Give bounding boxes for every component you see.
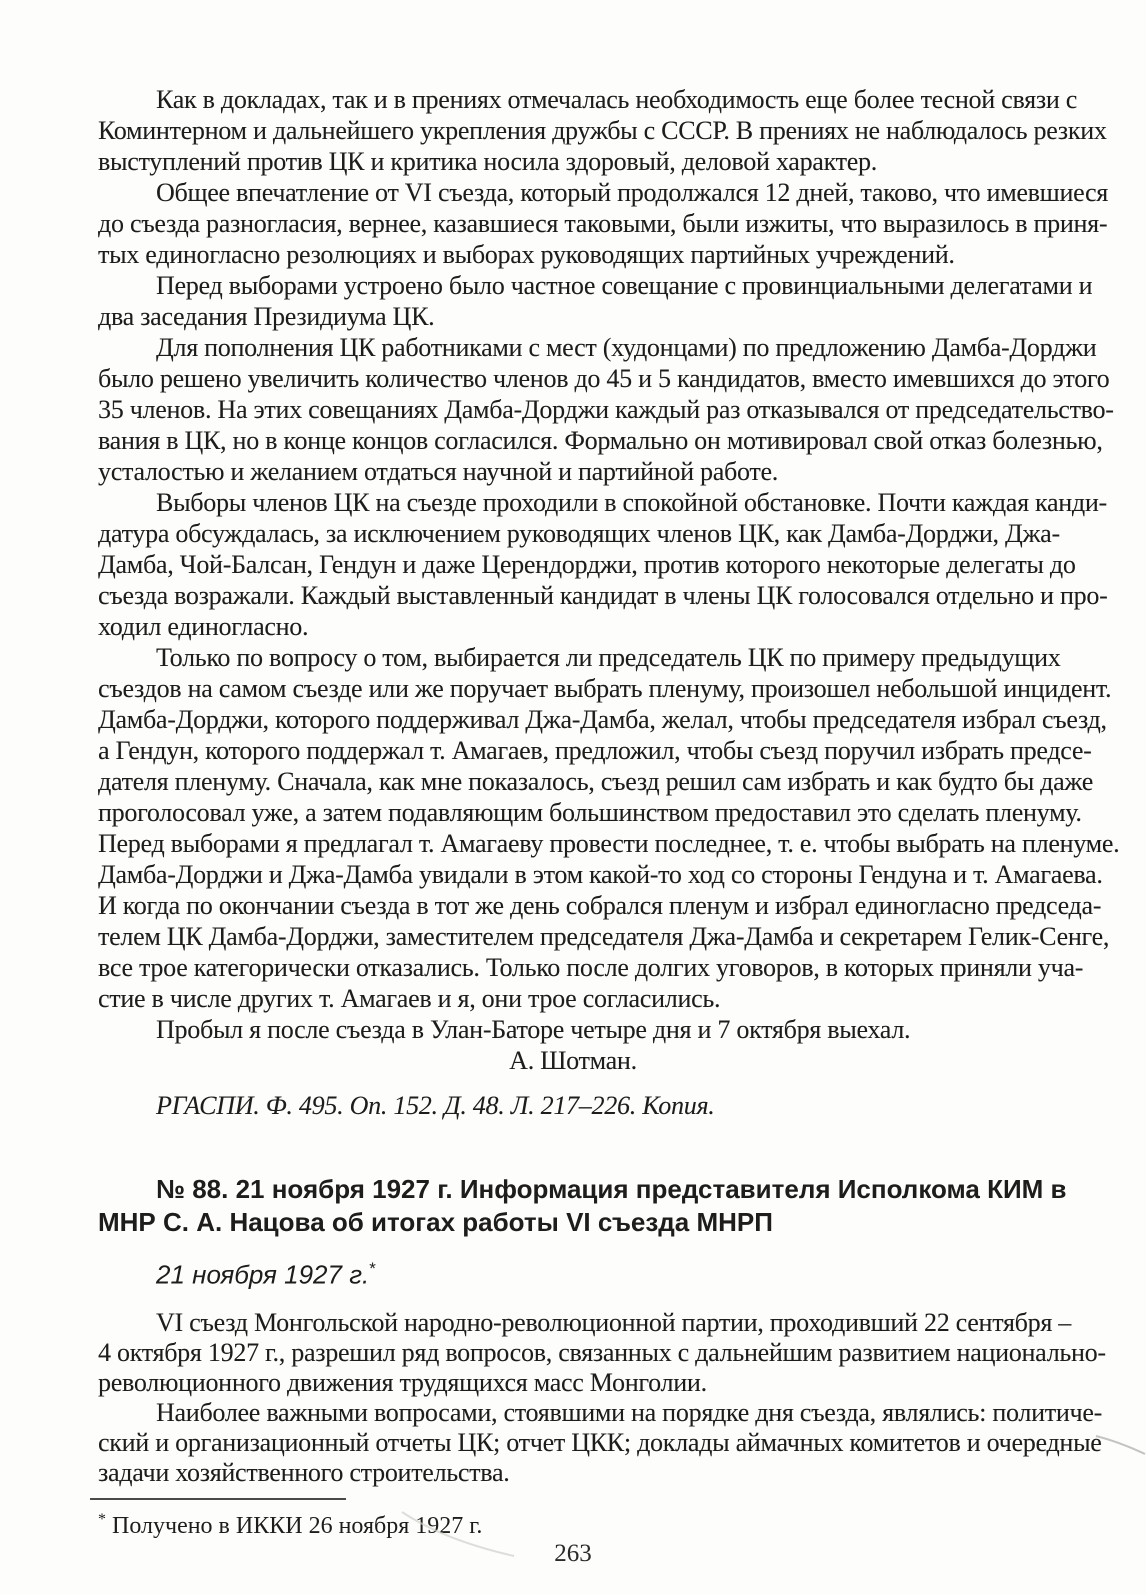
heading-line: МНР С. А. Нацова об итогах работы VI съезда МНРП — [98, 1207, 773, 1237]
text-line: 4 октября 1927 г., разрешил ряд вопросов, связанных с дальнейшим развитием национально- — [98, 1337, 1106, 1367]
text-line: Перед выборами я предлагал т. Амагаеву провести последнее, т. е. чтобы выбрать на пленуме. — [98, 829, 1120, 858]
document-date-line — [98, 1253, 1048, 1291]
text-line: было решено увеличить количество членов до 45 и 5 кандидатов, вместо имевшихся до этого — [98, 364, 1110, 393]
text-line: Для пополнения ЦК работниками с мест (худонцами) по предложению Дамба-Дорджи — [156, 333, 1097, 362]
text-line: Коминтерном и дальнейшего укрепления дружбы с СССР. В прениях не наблюдалось резких — [98, 116, 1107, 145]
text-line: Дамба-Дорджи, которого поддерживал Джа-Дамба, желал, чтобы председателя избрал съезд, — [98, 705, 1107, 734]
paragraph — [98, 332, 1114, 487]
archive-reference: РГАСПИ. Ф. 495. Оп. 152. Д. 48. Л. 217–226. Копия. — [156, 1091, 715, 1120]
text-line: Дамба, Чой-Балсан, Гендун и даже Церендорджи, против которого некоторые делегаты до — [98, 550, 1076, 579]
paragraph — [98, 487, 1108, 642]
text-line: Пробыл я после съезда в Улан-Баторе четыре дня и 7 октября выехал. — [156, 1015, 911, 1044]
text-line: усталостью и желанием отдаться научной и партийной работе. — [98, 457, 779, 486]
text-line: 35 членов. На этих совещаниях Дамба-Дорджи каждый раз отказывался от председательство- — [98, 395, 1114, 424]
paragraph — [98, 84, 1107, 177]
document-87-text — [98, 84, 1120, 1121]
page-number: 263 — [554, 1540, 592, 1567]
footnote-marker: * — [369, 1259, 376, 1278]
footnote-text: Получено в ИККИ 26 ноября 1927 г. — [112, 1512, 483, 1539]
text-line: дателя пленуму. Сначала, как мне показалось, съезд решил сам избрать и как будто бы даже — [98, 767, 1094, 796]
text-line: два заседания Президиума ЦК. — [98, 302, 435, 331]
footnote-separator-rule — [90, 1498, 346, 1500]
page-text-block — [98, 84, 1120, 1541]
text-line: все трое категорически отказались. Только после долгих уговоров, в которых приняли уча- — [98, 953, 1084, 982]
scan-smudge-right — [1096, 1436, 1145, 1454]
paragraph — [98, 177, 1109, 270]
paragraph — [98, 642, 1120, 1014]
text-line: до съезда разногласия, вернее, казавшиеся таковыми, были изжиты, что выразилось в приня- — [98, 209, 1108, 238]
heading-line: № 88. 21 ноября 1927 г. Информация представителя Исполкома КИМ в — [156, 1174, 1067, 1204]
text-line: Перед выборами устроено было частное совещание с провинциальными делегатами и — [156, 271, 1093, 300]
text-line: Выборы членов ЦК на съезде проходили в спокойной обстановке. Почти каждая канди- — [156, 488, 1107, 517]
text-line: Дамба-Дорджи и Джа-Дамба увидали в этом какой-то ход со стороны Гендуна и т. Амагаева. — [98, 860, 1103, 889]
text-line: И когда по окончании съезда в тот же день собрался пленум и избрал единогласно председа- — [98, 891, 1102, 920]
text-line: VI съезд Монгольской народно-революционной партии, проходивший 22 сентября – — [156, 1307, 1072, 1337]
text-line: вания в ЦК, но в конце концов согласился. Формально он мотивировал свой отказ болезнью, — [98, 426, 1103, 455]
document-88-heading — [98, 1173, 1067, 1239]
paragraph — [98, 1014, 1048, 1045]
text-line: датура обсуждалась, за исключением руководящих членов ЦК, как Дамба-Дорджи, Джа- — [98, 519, 1060, 548]
text-line: Как в докладах, так и в прениях отмечалась необходимость еще более тесной связи с — [156, 85, 1078, 114]
text-line: Только по вопросу о том, выбирается ли председатель ЦК по примеру предыдущих — [156, 643, 1061, 672]
text-line: революционного движения трудящихся масс Монголии. — [98, 1367, 707, 1397]
paragraph — [98, 1307, 1106, 1398]
text-line: телем ЦК Дамба-Дорджи, заместителем председателя Джа-Дамба и секретарем Гелик-Сенге, — [98, 922, 1110, 951]
text-line: проголосовал уже, а затем подавляющим большинством предоставил это сделать пленуму. — [98, 798, 1082, 827]
text-line: тых единогласно резолюциях и выборах руководящих партийных учреждений. — [98, 240, 955, 269]
date-text: 21 ноября 1927 г. — [156, 1259, 370, 1290]
text-line: съезда возражали. Каждый выставленный кандидат в члены ЦК голосовался отдельно и про- — [98, 581, 1108, 610]
footnote — [98, 1505, 1048, 1541]
text-line: а Гендун, которого поддержал т. Амагаев, предложил, чтобы съезд поручил избрать предсе- — [98, 736, 1092, 765]
text-line: ский и организационный отчеты ЦК; отчет ЦКК; доклады аймачных комитетов и очередные — [98, 1427, 1102, 1457]
text-line: выступлений против ЦК и критика носила здоровый, деловой характер. — [98, 147, 877, 176]
text-line: ходил единогласно. — [98, 612, 309, 641]
document-88-text — [98, 1307, 1106, 1488]
footnote-marker: * — [98, 1510, 106, 1528]
text-line: стие в числе других т. Амагаев и я, они трое согласились. — [98, 984, 721, 1013]
signature: А. Шотман. — [509, 1046, 637, 1075]
paragraph — [98, 1397, 1103, 1488]
text-line: съездов на самом съезде или же поручает выбрать пленуму, произошел небольшой инцидент. — [98, 674, 1112, 703]
paragraph — [98, 270, 1093, 332]
text-line: задачи хозяйственного строительства. — [98, 1457, 510, 1487]
text-line: Наиболее важными вопросами, стоявшими на порядке дня съезда, являлись: политиче- — [156, 1397, 1103, 1427]
text-line: Общее впечатление от VI съезда, который продолжался 12 дней, таково, что имевшиеся — [156, 178, 1109, 207]
